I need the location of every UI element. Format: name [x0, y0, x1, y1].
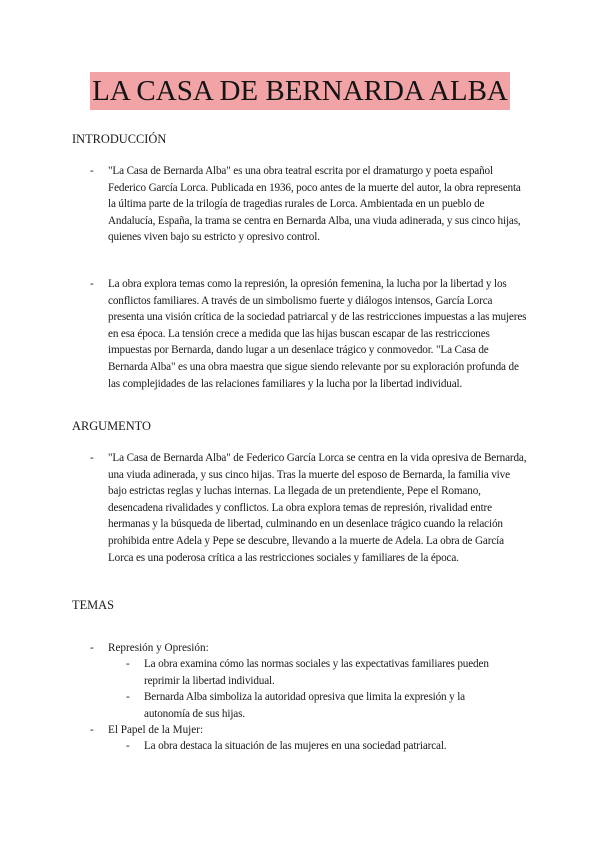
bullet-dash: - — [90, 642, 94, 654]
list-item — [90, 640, 530, 656]
paragraph-text: "La Casa de Bernarda Alba" de Federico García Lorca se centra en la vida opresiva de Bernarda, una viuda adinerada, y sus cinco hijas. Tras la muerte del esposo de Bernarda, la familia vive bajo estrictas reglas y luchas internas. La llegada de un pretendiente, Pepe el Romano, desencadena rivalidades y conflictos. La obra explora temas de represión, rivalidad entre hermanas y la búsqueda de libertad, culminando en un desenlace trágico cuando la relación prohibida entre Adela y Pepe se descubre, llevando a la muerte de Adela. La obra de García Lorca es una poderosa crítica a las restricciones sociales y familiares de la época. — [108, 452, 527, 564]
bullet-dash: - — [126, 740, 130, 753]
section-heading-temas: TEMAS — [72, 598, 114, 612]
title-container — [0, 72, 600, 110]
section-heading-argumento: ARGUMENTO — [72, 419, 151, 433]
section-heading-introduccion: INTRODUCCIÓN — [72, 132, 167, 146]
sub-list-item — [126, 738, 496, 754]
list-item — [90, 722, 530, 738]
bullet-dash: - — [90, 452, 94, 464]
bullet-dash: - — [126, 658, 130, 671]
bullet-dash: - — [90, 724, 94, 737]
paragraph-argumento-1 — [90, 450, 530, 566]
bullet-dash: - — [90, 165, 94, 177]
list-item-label: El Papel de la Mujer: — [108, 724, 204, 737]
paragraph-intro-2 — [90, 276, 530, 392]
sub-list-item — [126, 689, 496, 722]
bullet-dash: - — [126, 691, 130, 704]
sub-list-item — [126, 656, 496, 689]
sub-list-item-text: La obra destaca la situación de las mujeres en una sociedad patriarcal. — [144, 740, 447, 753]
sub-list-item-text: La obra examina cómo las normas sociales y las expectativas familiares pueden reprimir la libertad individual. — [144, 658, 489, 687]
document-title: LA CASA DE BERNARDA ALBA — [90, 72, 510, 110]
sub-list-item-text: Bernarda Alba simboliza la autoridad opresiva que limita la expresión y la autonomía de sus hijas. — [144, 691, 466, 720]
paragraph-text: La obra explora temas como la represión, la opresión femenina, la lucha por la libertad y los conflictos familiares. A través de un simbolismo fuerte y diálogos intensos, García Lorca presenta una visión crítica de la sociedad patriarcal y de las restricciones impuestas a las mujeres en esa época. La tensión crece a medida que las hijas buscan escapar de las restricciones impuestas por Bernarda, dando lugar a un desenlace trágico y conmovedor. "La Casa de Bernarda Alba" es una obra maestra que sigue siendo relevante por su exploración profunda de las complejidades de las relaciones familiares y la lucha por la libertad individual. — [108, 278, 527, 390]
list-item-label: Represión y Opresión: — [108, 642, 209, 654]
paragraph-intro-1 — [90, 163, 530, 246]
bullet-dash: - — [90, 278, 94, 290]
paragraph-text: "La Casa de Bernarda Alba" es una obra teatral escrita por el dramaturgo y poeta español Federico García Lorca. Publicada en 1936, poco antes de la muerte del autor, la obra representa la última parte de la trilogía de tragedias rurales de Lorca. Ambientada en un pueblo de Andalucía, España, la trama se centra en Bernarda Alba, una viuda adinerada, y sus cinco hijas, quienes viven bajo su estricto y opresivo control. — [108, 165, 521, 244]
temas-list — [90, 640, 530, 755]
